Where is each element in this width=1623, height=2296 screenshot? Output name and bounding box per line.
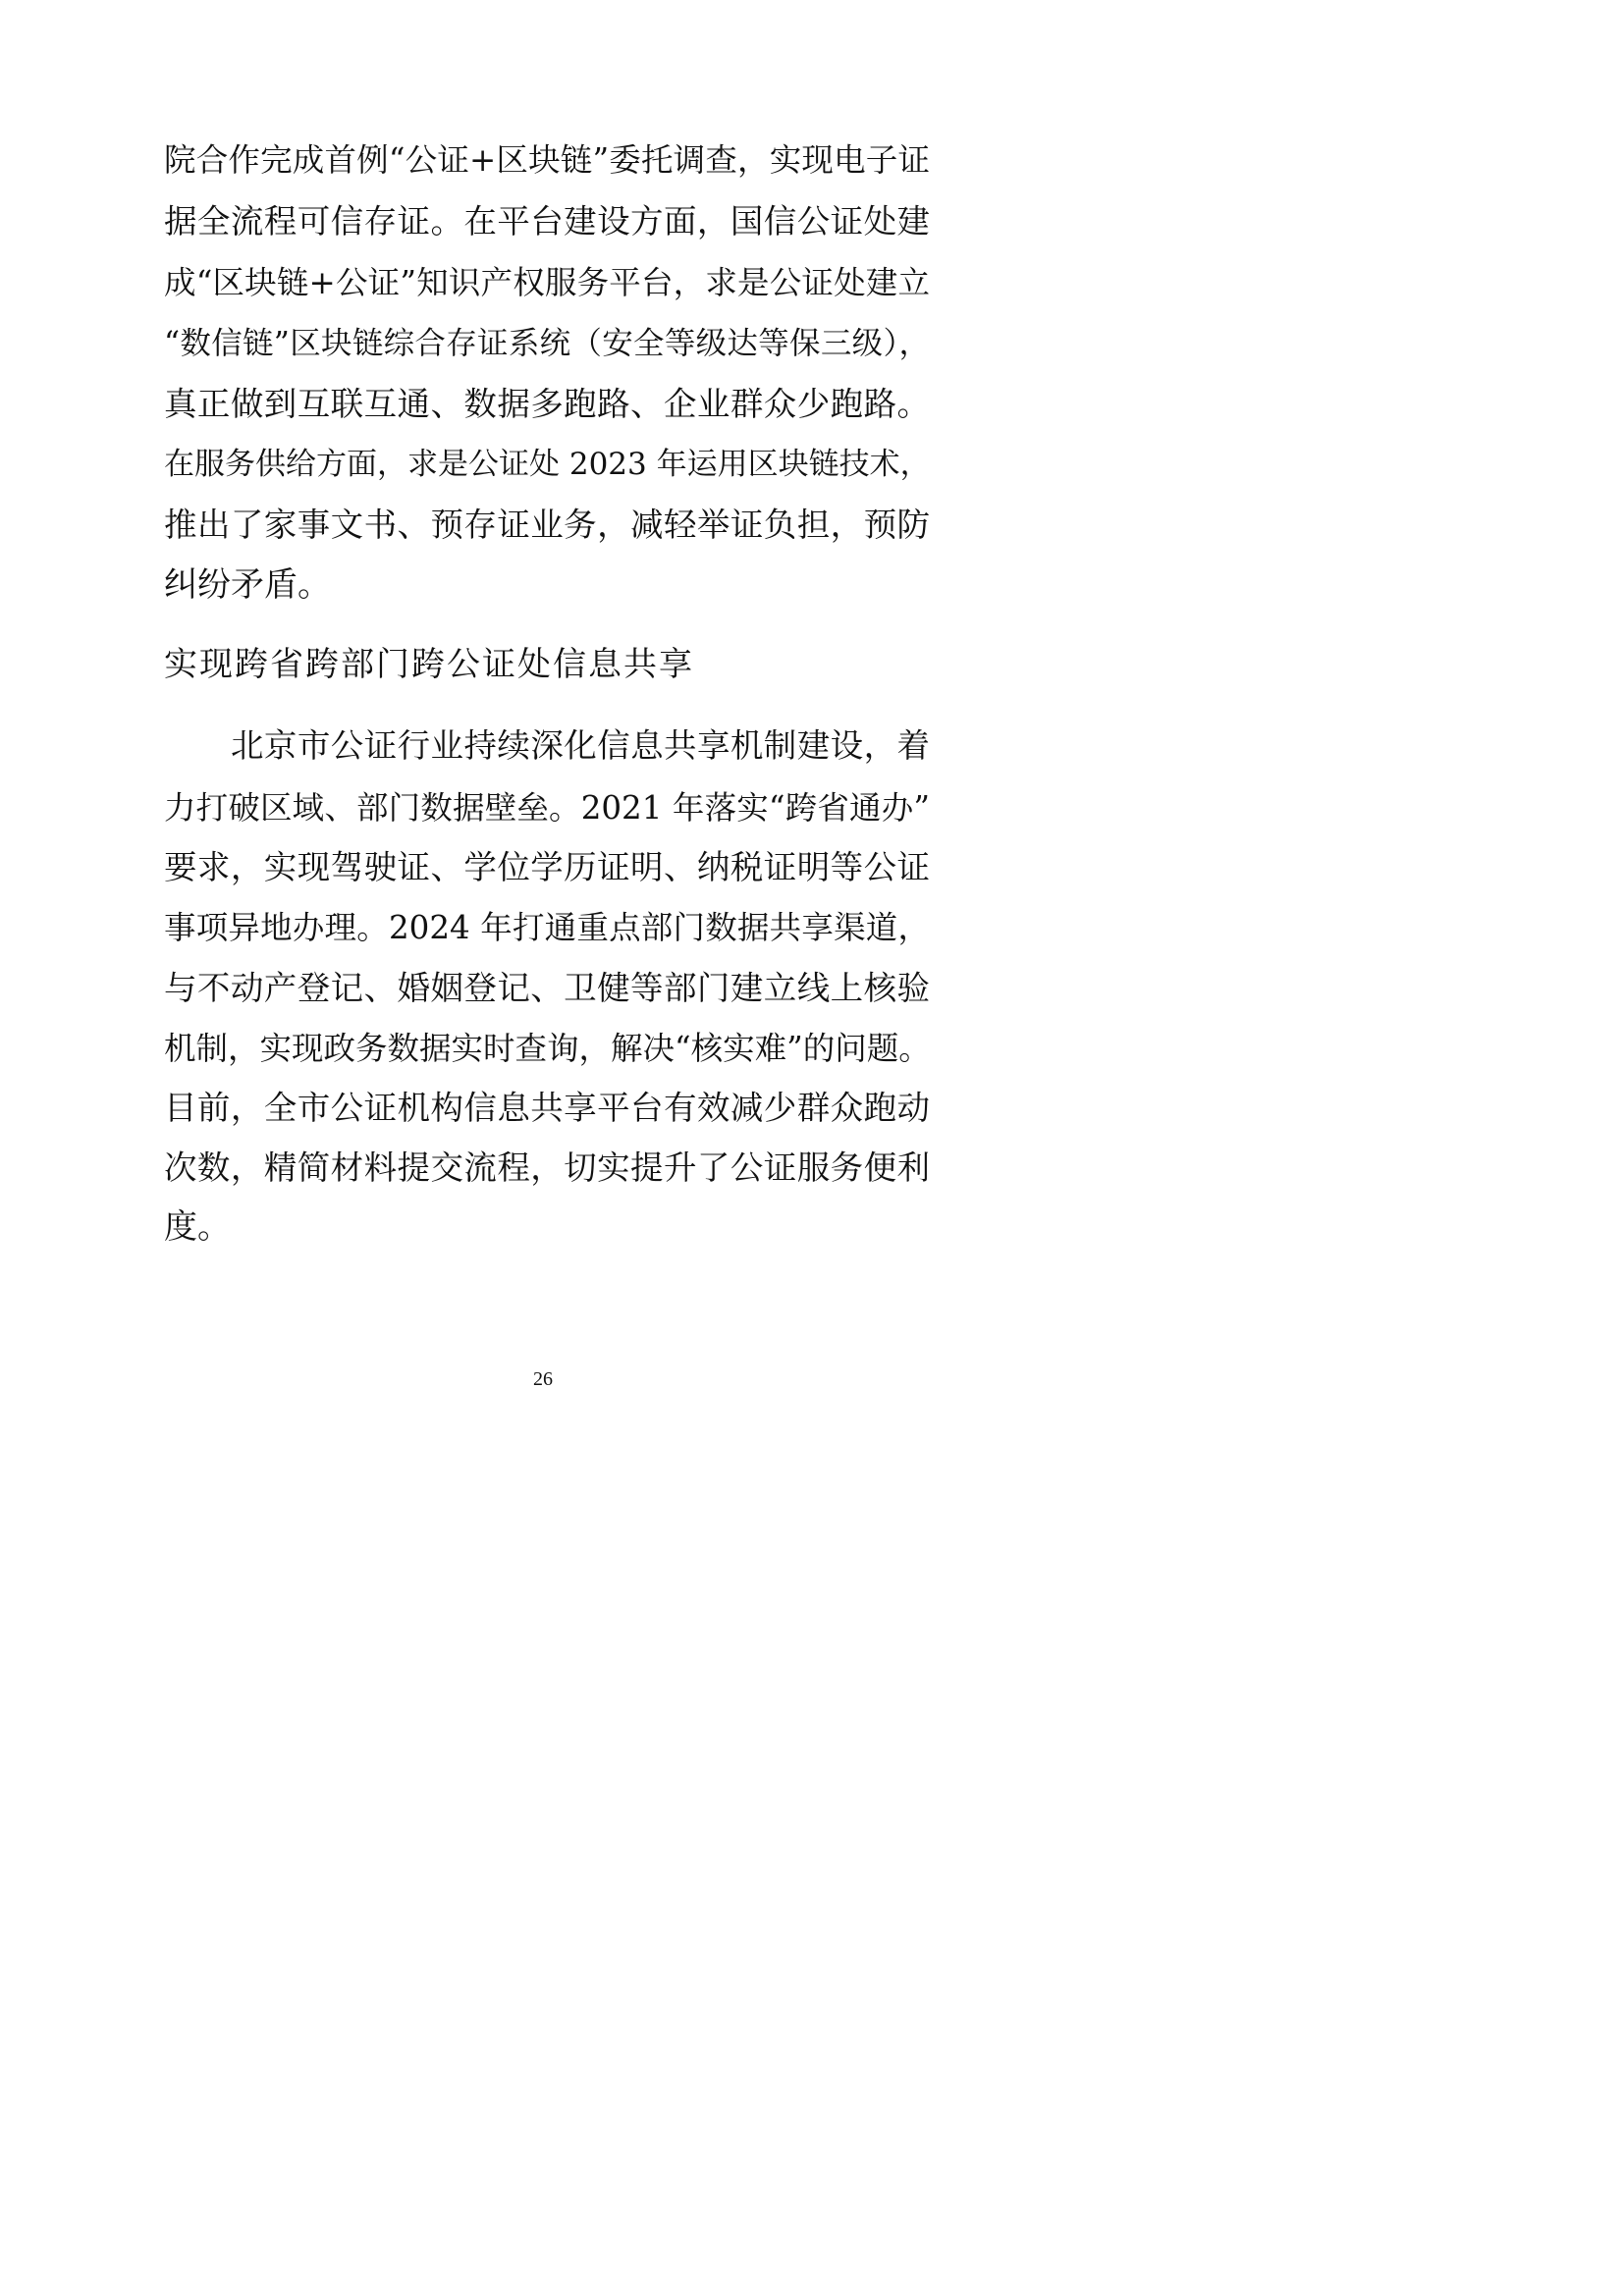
section-heading: 实现跨省跨部门跨公证处信息共享 bbox=[164, 645, 694, 684]
paragraph-1-line-1: 院合作完成首例“公证+区块链”委托调查，实现电子证 bbox=[164, 141, 930, 179]
paragraph-2-line-3: 要求，实现驾驶证、学位学历证明、纳税证明等公证 bbox=[164, 848, 930, 886]
paragraph-1-line-2: 据全流程可信存证。在平台建设方面，国信公证处建 bbox=[164, 202, 930, 240]
paragraph-2-line-7: 目前，全市公证机构信息共享平台有效减少群众跑动 bbox=[164, 1089, 930, 1127]
paragraph-1-line-4: “数信链”区块链综合存证系统（安全等级达等保三级）， bbox=[164, 326, 930, 361]
paragraph-1-line-3: 成“区块链+公证”知识产权服务平台，求是公证处建立 bbox=[164, 264, 930, 301]
paragraph-2-line-1: 北京市公证行业持续深化信息共享机制建设，着 bbox=[231, 726, 930, 765]
paragraph-1-line-7: 推出了家事文书、预存证业务，减轻举证负担，预防 bbox=[164, 506, 930, 544]
paragraph-2-line-8: 次数，精简材料提交流程，切实提升了公证服务便利 bbox=[164, 1148, 930, 1187]
paragraph-2-line-4: 事项异地办理。2024 年打通重点部门数据共享渠道， bbox=[164, 909, 930, 946]
document-page bbox=[0, 0, 1086, 1535]
paragraph-1-line-8: 纠纷矛盾。 bbox=[164, 565, 331, 605]
paragraph-2-line-2: 力打破区域、部门数据壁垒。2021 年落实“跨省通办” bbox=[164, 789, 930, 827]
paragraph-2-line-5: 与不动产登记、婚姻登记、卫健等部门建立线上核验 bbox=[164, 969, 930, 1007]
paragraph-1-line-6: 在服务供给方面，求是公证处 2023 年运用区块链技术， bbox=[164, 447, 931, 482]
paragraph-2-line-6: 机制，实现政务数据实时查询，解决“核实难”的问题。 bbox=[164, 1030, 931, 1067]
page-number: 26 bbox=[533, 1368, 553, 1390]
paragraph-2-line-9: 度。 bbox=[164, 1207, 231, 1247]
paragraph-1-line-5: 真正做到互联互通、数据多跑路、企业群众少跑路。 bbox=[164, 385, 930, 423]
